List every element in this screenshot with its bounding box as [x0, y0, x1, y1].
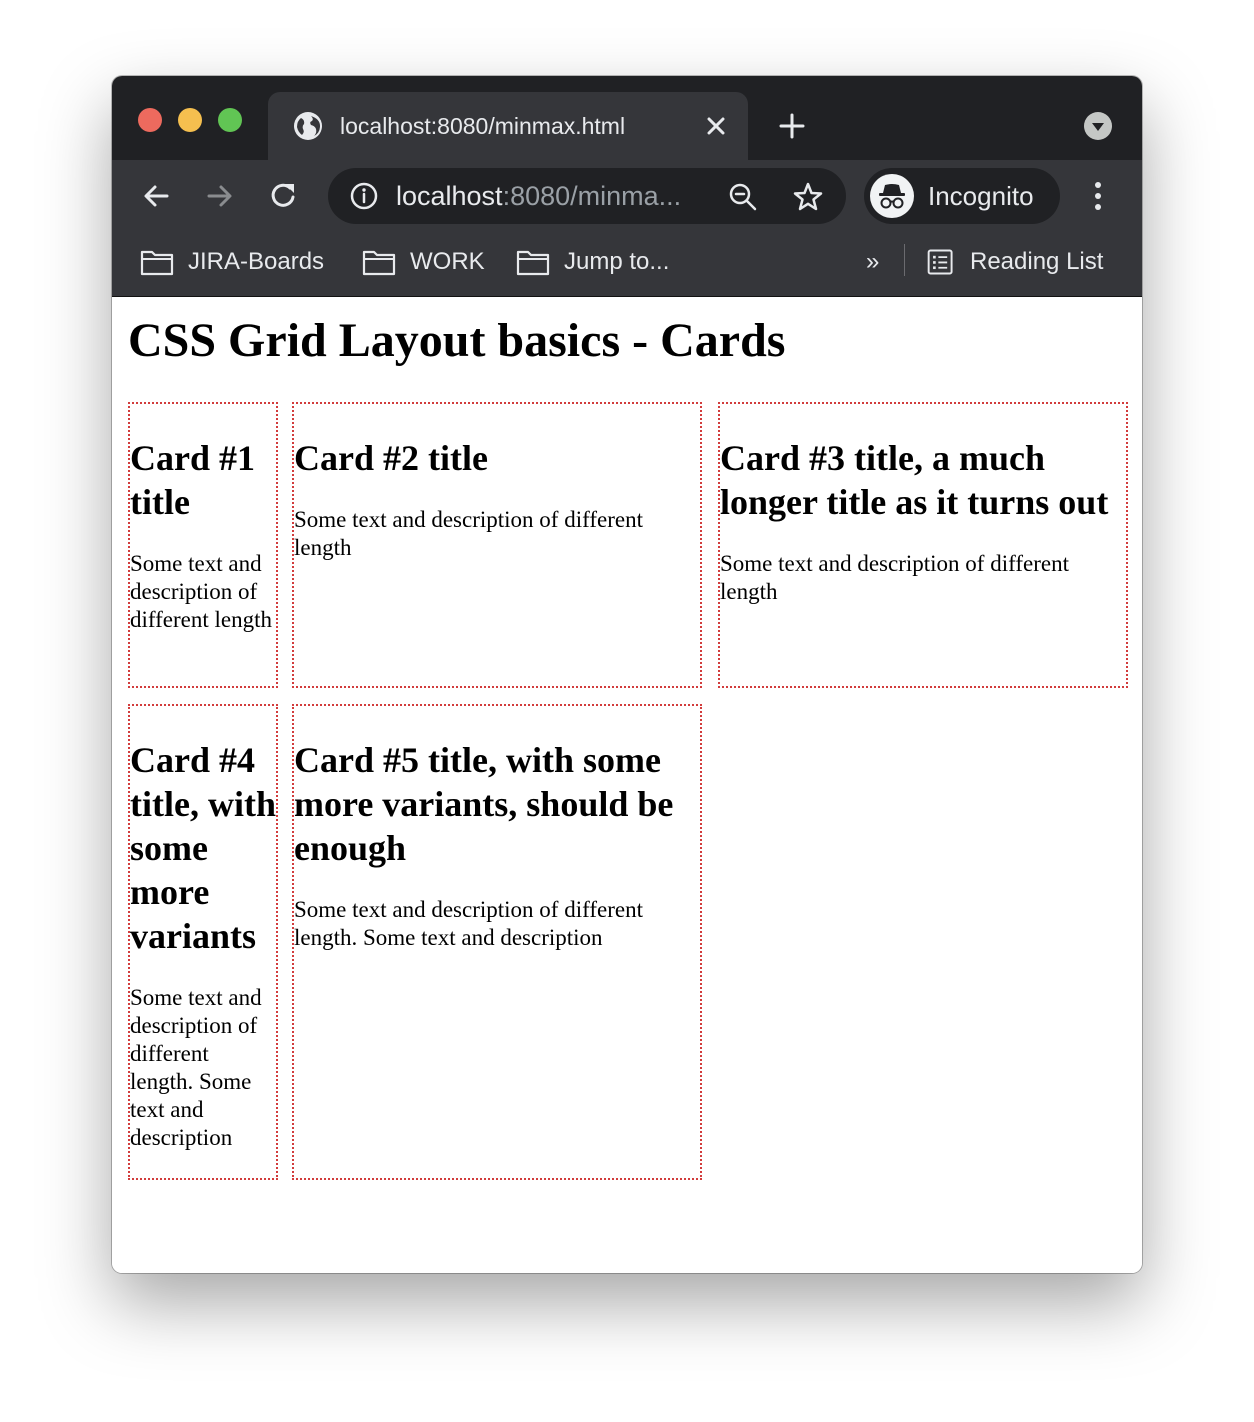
card-title: Card #4 title, with some more variants — [130, 740, 276, 956]
card-3 — [718, 402, 1128, 688]
browser-window — [112, 76, 1142, 1273]
bookmark-folder-jump-to[interactable]: Jump to... — [516, 246, 669, 278]
card-2 — [292, 402, 702, 688]
close-icon[interactable] — [704, 114, 728, 138]
page-title: CSS Grid Layout basics - Cards — [128, 314, 786, 367]
profile-button[interactable] — [864, 168, 1060, 224]
globe-icon — [292, 110, 324, 142]
card-text: Some text and description of different length. Some text and description — [294, 897, 643, 950]
folder-icon — [516, 248, 550, 276]
plus-icon[interactable] — [778, 112, 806, 140]
card-title: Card #1 title — [130, 438, 255, 522]
title-bar — [112, 76, 1142, 160]
info-icon[interactable] — [350, 182, 378, 210]
bookmarks-divider — [904, 244, 905, 276]
profile-label: Incognito — [928, 181, 1034, 211]
card-1 — [128, 402, 278, 688]
zoom-icon[interactable] — [728, 182, 758, 212]
back-icon[interactable] — [140, 180, 172, 212]
card-5 — [292, 704, 702, 1180]
forward-icon[interactable] — [204, 180, 236, 212]
minimize-window-button[interactable] — [178, 108, 202, 132]
star-icon[interactable] — [792, 181, 824, 213]
toolbar — [112, 160, 1142, 232]
folder-icon — [140, 248, 174, 276]
card-text: Some text and description of different length. Some text and description — [130, 985, 262, 1150]
card-text: Some text and description of different length — [720, 551, 1069, 604]
close-window-button[interactable] — [138, 108, 162, 132]
incognito-icon — [870, 174, 914, 218]
bookmark-folder-work[interactable]: WORK — [362, 246, 485, 278]
bookmark-folder-jira[interactable]: JIRA-Boards — [140, 246, 324, 278]
folder-icon — [362, 248, 396, 276]
page-content — [112, 297, 1142, 1273]
zoom-window-button[interactable] — [218, 108, 242, 132]
reading-list-button[interactable]: Reading List — [926, 246, 1103, 278]
card-text: Some text and description of different length — [294, 507, 643, 560]
card-4 — [128, 704, 278, 1180]
card-text: Some text and description of different length — [130, 551, 272, 632]
more-vert-icon[interactable] — [1084, 180, 1112, 212]
tab-search-icon[interactable] — [1084, 112, 1112, 140]
tab-title: localhost:8080/minmax.html — [340, 113, 626, 139]
reload-icon[interactable] — [268, 180, 300, 212]
reading-list-icon — [926, 247, 956, 277]
card-title: Card #3 title, a much longer title as it turns out — [720, 438, 1109, 522]
bookmarks-bar — [112, 232, 1142, 297]
address-bar[interactable] — [328, 168, 846, 224]
card-title: Card #2 title — [294, 438, 488, 478]
browser-tab[interactable] — [268, 92, 748, 160]
more-bookmarks-button[interactable]: » — [866, 248, 880, 275]
card-title: Card #5 title, with some more variants, should be enough — [294, 740, 674, 868]
url-text[interactable]: localhost:8080/minma... — [396, 181, 682, 211]
